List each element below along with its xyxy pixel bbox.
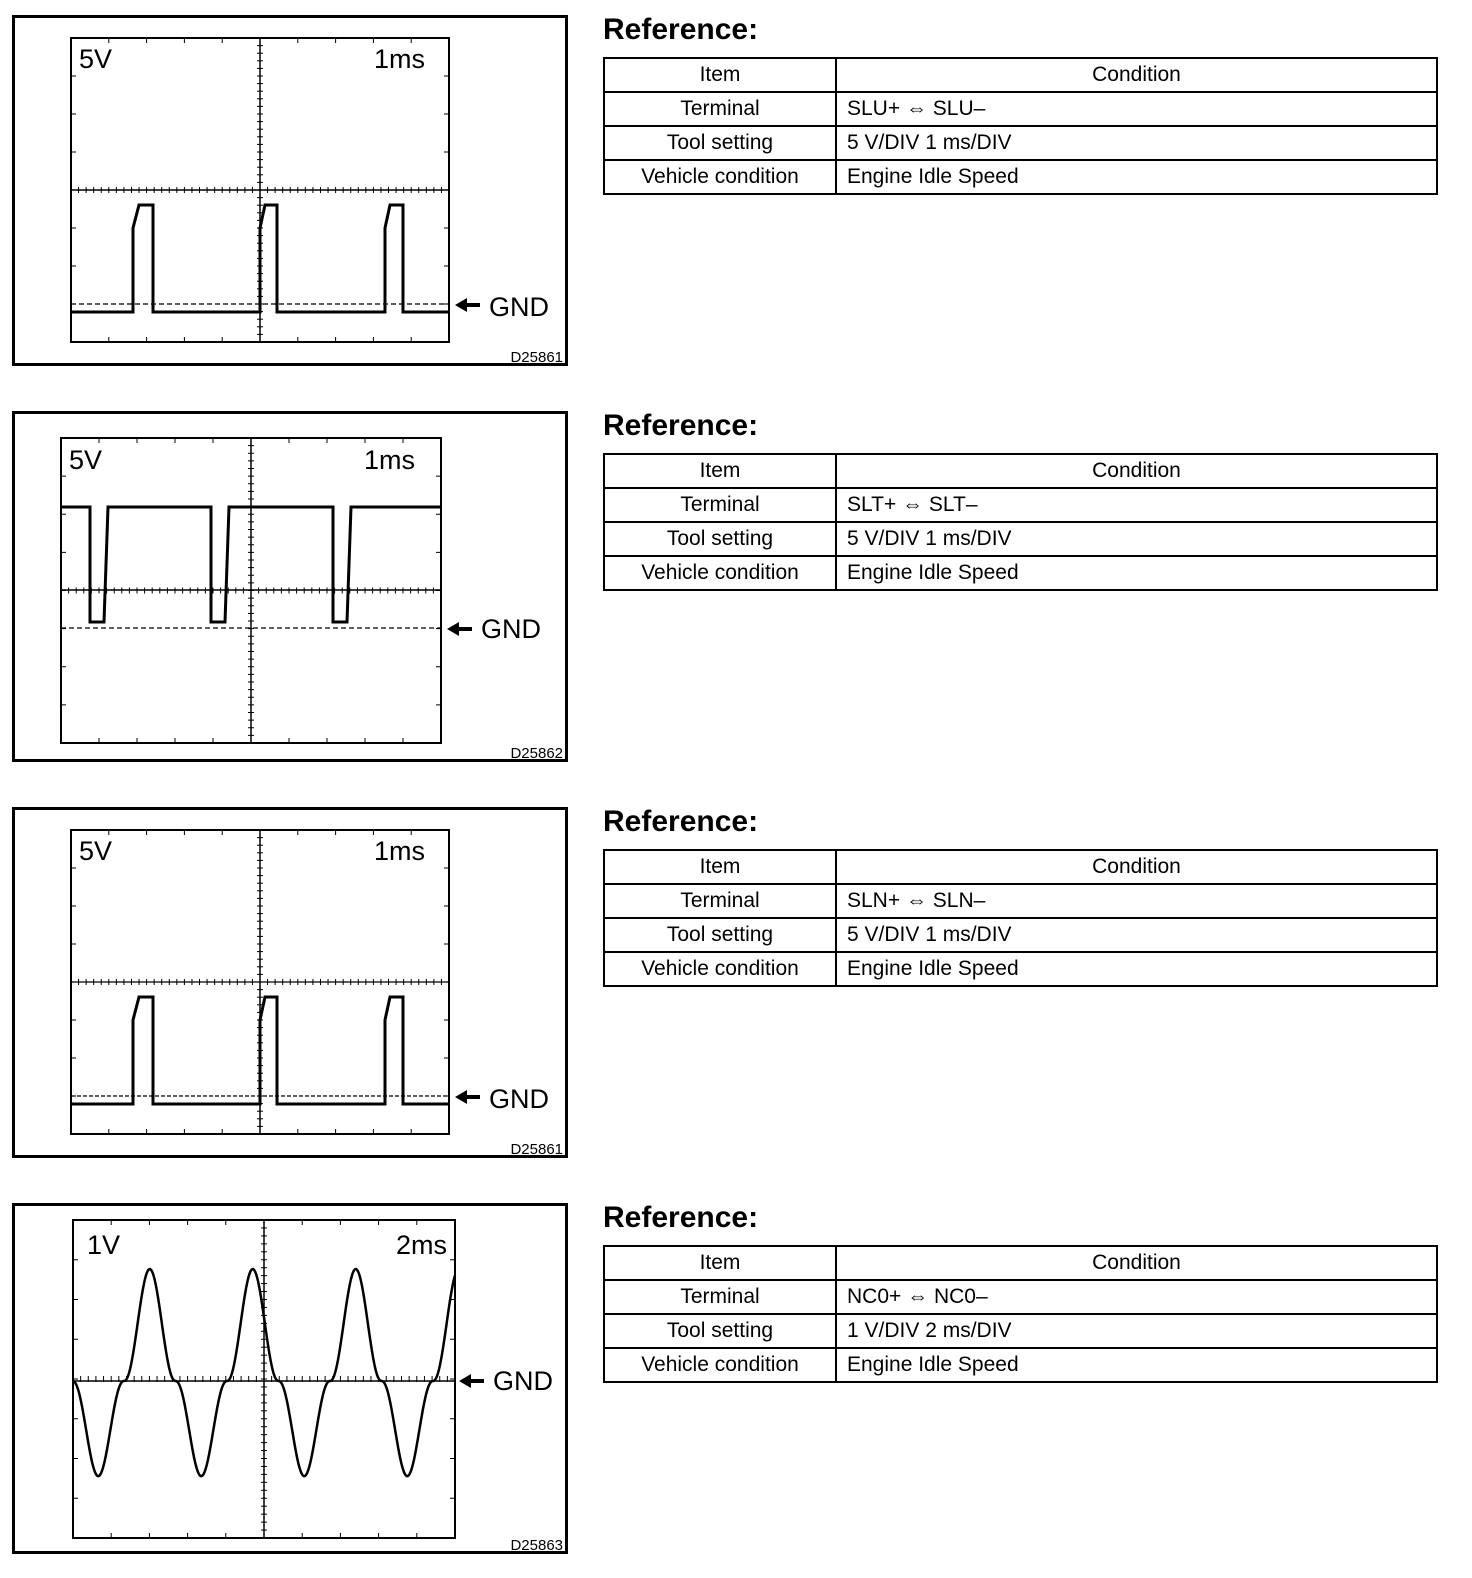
row-item: Tool setting: [604, 1314, 836, 1348]
reference-block: [603, 1200, 1438, 1383]
oscilloscope-figure: [12, 15, 568, 366]
row-item: Vehicle condition: [604, 1348, 836, 1382]
table-row: [604, 556, 1437, 590]
table-header-row: [604, 850, 1437, 884]
time-div-label: 1ms: [373, 836, 425, 866]
table-header-row: [604, 58, 1437, 92]
row-condition: 5 V/DIV 1 ms/DIV: [836, 918, 1437, 952]
oscilloscope-figure: [12, 1203, 568, 1554]
row-condition: SLU+ ⇔ SLU–: [836, 92, 1437, 126]
oscilloscope-figure: [12, 411, 568, 762]
volt-div-label: 5V: [69, 445, 103, 475]
volt-div-label: 1V: [87, 1230, 121, 1260]
header-condition: Condition: [836, 1246, 1437, 1280]
gnd-label: GND: [481, 614, 541, 644]
table-row: [604, 1280, 1437, 1314]
figure-id: D25863: [510, 1537, 563, 1551]
header-item: Item: [604, 58, 836, 92]
row-item: Terminal: [604, 92, 836, 126]
figure-id: D25862: [510, 745, 563, 759]
row-condition: NC0+ ⇔ NC0–: [836, 1280, 1437, 1314]
row-item: Vehicle condition: [604, 160, 836, 194]
row-item: Tool setting: [604, 126, 836, 160]
row-condition: SLT+ ⇔ SLT–: [836, 488, 1437, 522]
reference-table: [603, 453, 1438, 591]
row-item: Vehicle condition: [604, 952, 836, 986]
gnd-arrow-icon: [455, 1090, 480, 1104]
reference-table: [603, 57, 1438, 195]
gnd-label: GND: [493, 1366, 553, 1396]
oscilloscope-figure: [12, 807, 568, 1158]
gnd-label: GND: [489, 1084, 549, 1114]
scope-screen: [61, 438, 441, 743]
table-header-row: [604, 1246, 1437, 1280]
reference-title: Reference:: [603, 409, 759, 442]
signal-waveform: [71, 205, 449, 312]
table-row: [604, 488, 1437, 522]
time-div-label: 2ms: [395, 1230, 447, 1260]
table-row: [604, 1314, 1437, 1348]
reference-title: Reference:: [603, 805, 759, 838]
table-row: [604, 918, 1437, 952]
table-row: [604, 884, 1437, 918]
figure-id: D25861: [510, 349, 563, 363]
signal-waveform: [71, 997, 449, 1104]
table-header-row: [604, 454, 1437, 488]
table-row: [604, 952, 1437, 986]
row-condition: 5 V/DIV 1 ms/DIV: [836, 126, 1437, 160]
header-condition: Condition: [836, 850, 1437, 884]
reference-block: [603, 408, 1438, 591]
gnd-arrow-icon: [447, 622, 472, 636]
table-row: [604, 1348, 1437, 1382]
scope-screen: [71, 38, 449, 342]
row-condition: SLN+ ⇔ SLN–: [836, 884, 1437, 918]
header-condition: Condition: [836, 454, 1437, 488]
header-item: Item: [604, 850, 836, 884]
reference-title: Reference:: [603, 1201, 759, 1234]
gnd-arrow-icon: [459, 1374, 484, 1388]
table-row: [604, 126, 1437, 160]
scope-screen: [73, 1220, 455, 1538]
row-item: Tool setting: [604, 918, 836, 952]
row-condition: Engine Idle Speed: [836, 952, 1437, 986]
row-item: Vehicle condition: [604, 556, 836, 590]
row-item: Terminal: [604, 488, 836, 522]
table-row: [604, 522, 1437, 556]
reference-table: [603, 849, 1438, 987]
header-item: Item: [604, 454, 836, 488]
reference-table: [603, 1245, 1438, 1383]
row-condition: 1 V/DIV 2 ms/DIV: [836, 1314, 1437, 1348]
time-div-label: 1ms: [363, 445, 415, 475]
reference-block: [603, 12, 1438, 195]
header-item: Item: [604, 1246, 836, 1280]
row-condition: Engine Idle Speed: [836, 1348, 1437, 1382]
reference-block: [603, 804, 1438, 987]
row-condition: 5 V/DIV 1 ms/DIV: [836, 522, 1437, 556]
figure-id: D25861: [510, 1141, 563, 1155]
oscilloscope-svg: [15, 414, 565, 759]
volt-div-label: 5V: [79, 836, 113, 866]
oscilloscope-svg: [15, 1206, 565, 1551]
table-row: [604, 160, 1437, 194]
table-row: [604, 92, 1437, 126]
row-item: Terminal: [604, 884, 836, 918]
reference-title: Reference:: [603, 13, 759, 46]
row-item: Tool setting: [604, 522, 836, 556]
oscilloscope-svg: [15, 18, 565, 363]
row-condition: Engine Idle Speed: [836, 556, 1437, 590]
volt-div-label: 5V: [79, 44, 113, 74]
row-condition: Engine Idle Speed: [836, 160, 1437, 194]
gnd-label: GND: [489, 292, 549, 322]
time-div-label: 1ms: [373, 44, 425, 74]
row-item: Terminal: [604, 1280, 836, 1314]
oscilloscope-svg: [15, 810, 565, 1155]
scope-screen: [71, 830, 449, 1134]
gnd-arrow-icon: [455, 298, 480, 312]
header-condition: Condition: [836, 58, 1437, 92]
